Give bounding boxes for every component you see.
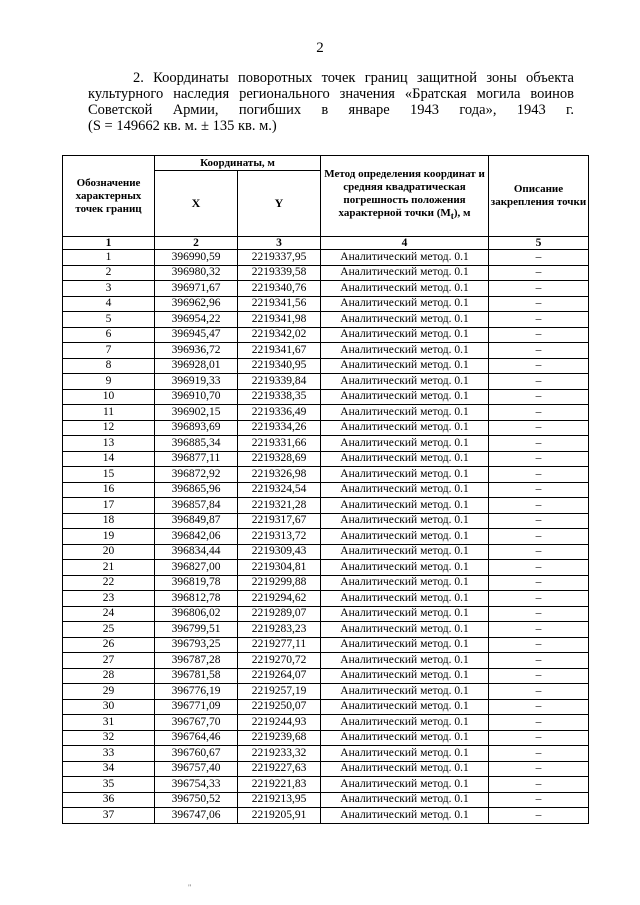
method-cell: Аналитический метод. 0.1 [321, 591, 489, 607]
column-number-2: 2 [155, 237, 238, 250]
y-coordinate-cell: 2219328,69 [238, 451, 321, 467]
table-row [63, 544, 589, 560]
description-cell: – [489, 560, 589, 576]
y-coordinate-cell: 2219270,72 [238, 653, 321, 669]
point-number-cell: 27 [63, 653, 155, 669]
column-number-1: 1 [63, 237, 155, 250]
description-cell: – [489, 777, 589, 793]
method-cell: Аналитический метод. 0.1 [321, 668, 489, 684]
point-number-cell: 2 [63, 265, 155, 281]
method-cell: Аналитический метод. 0.1 [321, 436, 489, 452]
method-cell: Аналитический метод. 0.1 [321, 265, 489, 281]
x-coordinate-cell: 396919,33 [155, 374, 238, 390]
method-cell: Аналитический метод. 0.1 [321, 327, 489, 343]
point-number-cell: 12 [63, 420, 155, 436]
point-number-cell: 37 [63, 808, 155, 824]
table-row [63, 808, 589, 824]
method-cell: Аналитический метод. 0.1 [321, 482, 489, 498]
point-number-cell: 1 [63, 250, 155, 266]
description-cell: – [489, 482, 589, 498]
table-row [63, 436, 589, 452]
y-coordinate-cell: 2219326,98 [238, 467, 321, 483]
description-cell: – [489, 498, 589, 514]
intro-line-4: (S = 149662 кв. м. ± 135 кв. м.) [88, 118, 277, 134]
x-coordinate-cell: 396885,34 [155, 436, 238, 452]
y-coordinate-cell: 2219340,95 [238, 358, 321, 374]
description-cell: – [489, 250, 589, 266]
point-number-cell: 18 [63, 513, 155, 529]
table-row [63, 653, 589, 669]
point-number-cell: 14 [63, 451, 155, 467]
x-coordinate-cell: 396865,96 [155, 482, 238, 498]
method-cell: Аналитический метод. 0.1 [321, 777, 489, 793]
column-number-4: 4 [321, 237, 489, 250]
y-coordinate-cell: 2219342,02 [238, 327, 321, 343]
header-method-unit: ), м [453, 207, 471, 220]
x-coordinate-cell: 396767,70 [155, 715, 238, 731]
point-number-cell: 20 [63, 544, 155, 560]
point-number-cell: 9 [63, 374, 155, 390]
point-number-cell: 6 [63, 327, 155, 343]
point-number-cell: 19 [63, 529, 155, 545]
table-row [63, 296, 589, 312]
table-row [63, 777, 589, 793]
table-row [63, 513, 589, 529]
y-coordinate-cell: 2219340,76 [238, 281, 321, 297]
point-number-cell: 23 [63, 591, 155, 607]
x-coordinate-cell: 396764,46 [155, 730, 238, 746]
header-y: Y [238, 171, 321, 237]
x-coordinate-cell: 396857,84 [155, 498, 238, 514]
method-cell: Аналитический метод. 0.1 [321, 513, 489, 529]
y-coordinate-cell: 2219233,32 [238, 746, 321, 762]
intro-line-3: Советской Армии, погибших в январе 1943 года», 1943 г. [88, 102, 574, 118]
point-number-cell: 29 [63, 684, 155, 700]
method-cell: Аналитический метод. 0.1 [321, 684, 489, 700]
column-number-3: 3 [238, 237, 321, 250]
scan-mark: " [188, 883, 192, 892]
table-row [63, 405, 589, 421]
point-number-cell: 24 [63, 606, 155, 622]
table-row [63, 730, 589, 746]
table-body [63, 250, 589, 824]
method-cell: Аналитический метод. 0.1 [321, 699, 489, 715]
table-row [63, 343, 589, 359]
header-coordinates: Координаты, м [155, 156, 321, 171]
description-cell: – [489, 389, 589, 405]
table-row [63, 389, 589, 405]
y-coordinate-cell: 2219244,93 [238, 715, 321, 731]
x-coordinate-cell: 396781,58 [155, 668, 238, 684]
y-coordinate-cell: 2219277,11 [238, 637, 321, 653]
y-coordinate-cell: 2219227,63 [238, 761, 321, 777]
y-coordinate-cell: 2219239,68 [238, 730, 321, 746]
method-cell: Аналитический метод. 0.1 [321, 792, 489, 808]
point-number-cell: 21 [63, 560, 155, 576]
x-coordinate-cell: 396910,70 [155, 389, 238, 405]
point-number-cell: 22 [63, 575, 155, 591]
point-number-cell: 28 [63, 668, 155, 684]
y-coordinate-cell: 2219264,07 [238, 668, 321, 684]
y-coordinate-cell: 2219289,07 [238, 606, 321, 622]
x-coordinate-cell: 396962,96 [155, 296, 238, 312]
description-cell: – [489, 467, 589, 483]
method-cell: Аналитический метод. 0.1 [321, 296, 489, 312]
table-row [63, 761, 589, 777]
table-row [63, 560, 589, 576]
description-cell: – [489, 761, 589, 777]
y-coordinate-cell: 2219339,84 [238, 374, 321, 390]
y-coordinate-cell: 2219341,98 [238, 312, 321, 328]
point-number-cell: 32 [63, 730, 155, 746]
description-cell: – [489, 343, 589, 359]
point-number-cell: 10 [63, 389, 155, 405]
table-row [63, 606, 589, 622]
table-row [63, 467, 589, 483]
header-x: X [155, 171, 238, 237]
method-cell: Аналитический метод. 0.1 [321, 761, 489, 777]
point-number-cell: 7 [63, 343, 155, 359]
y-coordinate-cell: 2219341,56 [238, 296, 321, 312]
x-coordinate-cell: 396893,69 [155, 420, 238, 436]
table-row [63, 699, 589, 715]
description-cell: – [489, 575, 589, 591]
description-cell: – [489, 653, 589, 669]
description-cell: – [489, 808, 589, 824]
point-number-cell: 4 [63, 296, 155, 312]
x-coordinate-cell: 396990,59 [155, 250, 238, 266]
method-cell: Аналитический метод. 0.1 [321, 374, 489, 390]
method-cell: Аналитический метод. 0.1 [321, 498, 489, 514]
description-cell: – [489, 265, 589, 281]
description-cell: – [489, 374, 589, 390]
y-coordinate-cell: 2219331,66 [238, 436, 321, 452]
y-coordinate-cell: 2219321,28 [238, 498, 321, 514]
description-cell: – [489, 792, 589, 808]
description-cell: – [489, 281, 589, 297]
method-cell: Аналитический метод. 0.1 [321, 653, 489, 669]
description-cell: – [489, 668, 589, 684]
y-coordinate-cell: 2219294,62 [238, 591, 321, 607]
x-coordinate-cell: 396945,47 [155, 327, 238, 343]
table-row [63, 575, 589, 591]
point-number-cell: 26 [63, 637, 155, 653]
method-cell: Аналитический метод. 0.1 [321, 405, 489, 421]
y-coordinate-cell: 2219257,19 [238, 684, 321, 700]
y-coordinate-cell: 2219250,07 [238, 699, 321, 715]
x-coordinate-cell: 396819,78 [155, 575, 238, 591]
table-row [63, 622, 589, 638]
table-row [63, 250, 589, 266]
x-coordinate-cell: 396954,22 [155, 312, 238, 328]
method-cell: Аналитический метод. 0.1 [321, 312, 489, 328]
column-number-5: 5 [489, 237, 589, 250]
x-coordinate-cell: 396750,52 [155, 792, 238, 808]
y-coordinate-cell: 2219205,91 [238, 808, 321, 824]
method-cell: Аналитический метод. 0.1 [321, 451, 489, 467]
x-coordinate-cell: 396812,78 [155, 591, 238, 607]
table-row [63, 715, 589, 731]
description-cell: – [489, 730, 589, 746]
y-coordinate-cell: 2219336,49 [238, 405, 321, 421]
method-cell: Аналитический метод. 0.1 [321, 560, 489, 576]
method-cell: Аналитический метод. 0.1 [321, 730, 489, 746]
method-cell: Аналитический метод. 0.1 [321, 281, 489, 297]
description-cell: – [489, 715, 589, 731]
y-coordinate-cell: 2219304,81 [238, 560, 321, 576]
point-number-cell: 5 [63, 312, 155, 328]
method-cell: Аналитический метод. 0.1 [321, 358, 489, 374]
method-cell: Аналитический метод. 0.1 [321, 343, 489, 359]
x-coordinate-cell: 396747,06 [155, 808, 238, 824]
x-coordinate-cell: 396834,44 [155, 544, 238, 560]
point-number-cell: 36 [63, 792, 155, 808]
x-coordinate-cell: 396902,15 [155, 405, 238, 421]
description-cell: – [489, 544, 589, 560]
table-row [63, 746, 589, 762]
header-method-text: Метод определения координат и средняя квадратическая погрешность положения характерной точки (M [324, 168, 485, 220]
intro-line-2: культурного наследия регионального значения «Братская могила воинов [88, 86, 574, 102]
method-cell: Аналитический метод. 0.1 [321, 808, 489, 824]
table-row [63, 265, 589, 281]
x-coordinate-cell: 396928,01 [155, 358, 238, 374]
y-coordinate-cell: 2219339,58 [238, 265, 321, 281]
description-cell: – [489, 529, 589, 545]
table-row [63, 358, 589, 374]
table-row [63, 529, 589, 545]
method-cell: Аналитический метод. 0.1 [321, 544, 489, 560]
method-cell: Аналитический метод. 0.1 [321, 250, 489, 266]
y-coordinate-cell: 2219334,26 [238, 420, 321, 436]
point-number-cell: 30 [63, 699, 155, 715]
description-cell: – [489, 420, 589, 436]
x-coordinate-cell: 396757,40 [155, 761, 238, 777]
x-coordinate-cell: 396776,19 [155, 684, 238, 700]
point-number-cell: 33 [63, 746, 155, 762]
description-cell: – [489, 405, 589, 421]
x-coordinate-cell: 396872,92 [155, 467, 238, 483]
table-row [63, 451, 589, 467]
description-cell: – [489, 746, 589, 762]
table-row [63, 482, 589, 498]
description-cell: – [489, 699, 589, 715]
point-number-cell: 11 [63, 405, 155, 421]
x-coordinate-cell: 396842,06 [155, 529, 238, 545]
y-coordinate-cell: 2219317,67 [238, 513, 321, 529]
description-cell: – [489, 436, 589, 452]
description-cell: – [489, 684, 589, 700]
coordinates-table [62, 155, 589, 824]
point-number-cell: 13 [63, 436, 155, 452]
method-cell: Аналитический метод. 0.1 [321, 529, 489, 545]
table-row [63, 591, 589, 607]
intro-paragraph [88, 70, 574, 134]
description-cell: – [489, 312, 589, 328]
point-number-cell: 17 [63, 498, 155, 514]
description-cell: – [489, 591, 589, 607]
x-coordinate-cell: 396849,87 [155, 513, 238, 529]
table-row [63, 498, 589, 514]
method-cell: Аналитический метод. 0.1 [321, 606, 489, 622]
header-method [321, 156, 489, 237]
point-number-cell: 31 [63, 715, 155, 731]
x-coordinate-cell: 396771,09 [155, 699, 238, 715]
table-row [63, 668, 589, 684]
y-coordinate-cell: 2219221,83 [238, 777, 321, 793]
method-cell: Аналитический метод. 0.1 [321, 637, 489, 653]
x-coordinate-cell: 396799,51 [155, 622, 238, 638]
method-cell: Аналитический метод. 0.1 [321, 622, 489, 638]
table-row [63, 374, 589, 390]
y-coordinate-cell: 2219213,95 [238, 792, 321, 808]
method-cell: Аналитический метод. 0.1 [321, 575, 489, 591]
method-cell: Аналитический метод. 0.1 [321, 467, 489, 483]
description-cell: – [489, 513, 589, 529]
description-cell: – [489, 296, 589, 312]
y-coordinate-cell: 2219313,72 [238, 529, 321, 545]
y-coordinate-cell: 2219324,54 [238, 482, 321, 498]
y-coordinate-cell: 2219337,95 [238, 250, 321, 266]
point-number-cell: 15 [63, 467, 155, 483]
method-cell: Аналитический метод. 0.1 [321, 746, 489, 762]
method-cell: Аналитический метод. 0.1 [321, 420, 489, 436]
description-cell: – [489, 327, 589, 343]
x-coordinate-cell: 396827,00 [155, 560, 238, 576]
point-number-cell: 35 [63, 777, 155, 793]
x-coordinate-cell: 396754,33 [155, 777, 238, 793]
x-coordinate-cell: 396787,28 [155, 653, 238, 669]
y-coordinate-cell: 2219341,67 [238, 343, 321, 359]
table-row [63, 684, 589, 700]
x-coordinate-cell: 396971,67 [155, 281, 238, 297]
table-row [63, 420, 589, 436]
description-cell: – [489, 622, 589, 638]
method-cell: Аналитический метод. 0.1 [321, 389, 489, 405]
x-coordinate-cell: 396877,11 [155, 451, 238, 467]
method-cell: Аналитический метод. 0.1 [321, 715, 489, 731]
header-method-subscript: t [450, 211, 454, 222]
table-row [63, 327, 589, 343]
x-coordinate-cell: 396980,32 [155, 265, 238, 281]
point-number-cell: 25 [63, 622, 155, 638]
point-number-cell: 3 [63, 281, 155, 297]
x-coordinate-cell: 396760,67 [155, 746, 238, 762]
point-number-cell: 8 [63, 358, 155, 374]
point-number-cell: 16 [63, 482, 155, 498]
description-cell: – [489, 358, 589, 374]
y-coordinate-cell: 2219283,23 [238, 622, 321, 638]
description-cell: – [489, 637, 589, 653]
x-coordinate-cell: 396806,02 [155, 606, 238, 622]
description-cell: – [489, 451, 589, 467]
table-row [63, 792, 589, 808]
x-coordinate-cell: 396793,25 [155, 637, 238, 653]
description-cell: – [489, 606, 589, 622]
point-number-cell: 34 [63, 761, 155, 777]
y-coordinate-cell: 2219338,35 [238, 389, 321, 405]
header-description: Описание закрепления точки [489, 156, 589, 237]
y-coordinate-cell: 2219309,43 [238, 544, 321, 560]
intro-line-1: 2. Координаты поворотных точек границ защитной зоны объекта [133, 70, 574, 86]
x-coordinate-cell: 396936,72 [155, 343, 238, 359]
table-row [63, 281, 589, 297]
y-coordinate-cell: 2219299,88 [238, 575, 321, 591]
table-row [63, 637, 589, 653]
page-number: 2 [316, 40, 324, 56]
table-row [63, 312, 589, 328]
header-designation: Обозначение характерных точек границ [63, 156, 155, 237]
